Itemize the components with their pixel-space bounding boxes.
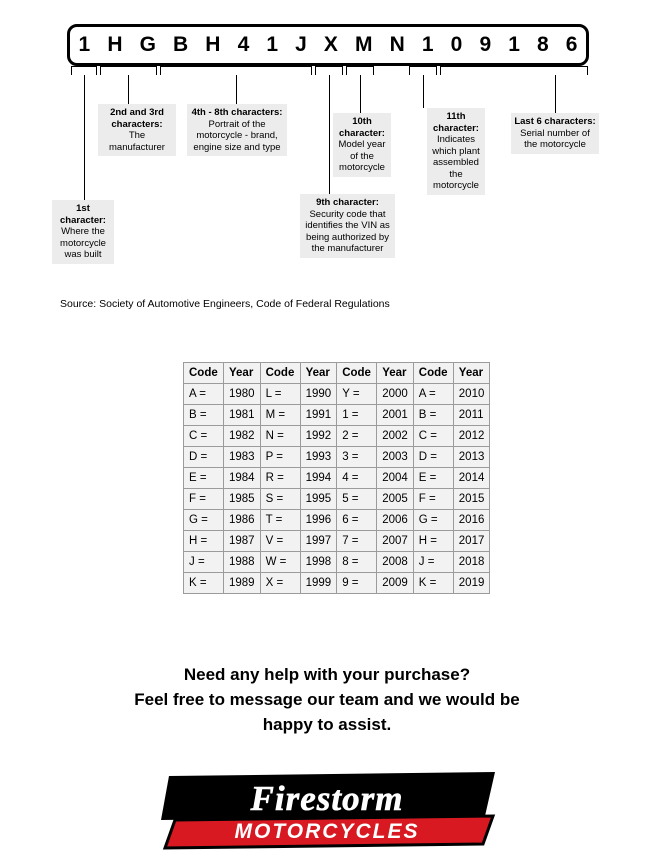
cell-code: X = <box>260 573 300 594</box>
vin-char: 6 <box>565 33 578 56</box>
leader-second-third-characters <box>128 75 129 105</box>
callout-second-third-characters <box>98 104 176 156</box>
cell-code: S = <box>260 489 300 510</box>
logo-brand-text: Firestorm <box>250 779 404 818</box>
cell-code: F = <box>184 489 224 510</box>
table-row <box>184 531 490 552</box>
vin-char: G <box>139 33 156 56</box>
year-code-table <box>183 362 490 594</box>
cell-year: 2012 <box>453 426 490 447</box>
cell-year: 2008 <box>377 552 414 573</box>
table-header-row <box>184 363 490 384</box>
callout-heading: 11th character: <box>433 111 479 134</box>
table-row <box>184 489 490 510</box>
vin-char: 1 <box>421 33 434 56</box>
cell-year: 2017 <box>453 531 490 552</box>
callout-heading: 4th - 8th characters: <box>191 107 283 118</box>
callout-text: Model year of the motorcycle <box>338 139 386 173</box>
cell-year: 2000 <box>377 384 414 405</box>
cell-year: 2001 <box>377 405 414 426</box>
leader-first-character <box>84 75 85 201</box>
vin-char: 1 <box>78 33 91 56</box>
cell-year: 2014 <box>453 468 490 489</box>
help-message <box>0 662 654 737</box>
cell-year: 2019 <box>453 573 490 594</box>
callout-text: Indicates which plant assembled the motorcycle <box>432 134 480 191</box>
cell-year: 1988 <box>224 552 261 573</box>
cell-code: N = <box>260 426 300 447</box>
callout-eleventh-character <box>427 108 485 195</box>
cell-code: 2 = <box>337 426 377 447</box>
bracket-last-six-characters <box>440 66 588 75</box>
cell-code: K = <box>413 573 453 594</box>
cell-code: E = <box>184 468 224 489</box>
column-header: Year <box>377 363 414 384</box>
callout-text: Serial number of the motorcycle <box>520 127 590 150</box>
cell-code: 9 = <box>337 573 377 594</box>
callout-tenth-character <box>333 113 391 177</box>
table-row <box>184 405 490 426</box>
cell-code: 8 = <box>337 552 377 573</box>
cell-year: 2009 <box>377 573 414 594</box>
cell-year: 2005 <box>377 489 414 510</box>
cell-code: C = <box>413 426 453 447</box>
cell-code: B = <box>184 405 224 426</box>
cell-code: H = <box>413 531 453 552</box>
cell-year: 1997 <box>300 531 337 552</box>
cell-year: 1990 <box>300 384 337 405</box>
firestorm-motorcycles-logo <box>155 770 500 850</box>
cell-code: J = <box>413 552 453 573</box>
cell-code: 5 = <box>337 489 377 510</box>
cell-year: 2015 <box>453 489 490 510</box>
vin-char: 8 <box>537 33 549 56</box>
cell-year: 2004 <box>377 468 414 489</box>
vin-char: M <box>355 33 373 56</box>
column-header: Code <box>260 363 300 384</box>
bracket-ninth-character <box>315 66 343 75</box>
cell-code: B = <box>413 405 453 426</box>
vin-char: J <box>295 33 307 56</box>
callout-heading: 10th character: <box>339 116 385 139</box>
cell-code: V = <box>260 531 300 552</box>
cell-code: A = <box>413 384 453 405</box>
cell-code: M = <box>260 405 300 426</box>
cell-year: 2007 <box>377 531 414 552</box>
vin-char: H <box>107 33 123 56</box>
cell-code: 3 = <box>337 447 377 468</box>
cell-year: 1985 <box>224 489 261 510</box>
bracket-eleventh-character <box>409 66 437 75</box>
cell-year: 1996 <box>300 510 337 531</box>
vin-char: 0 <box>450 33 463 56</box>
vin-char: 1 <box>508 33 520 56</box>
leader-ninth-character <box>329 75 330 194</box>
vin-char: 4 <box>237 33 250 56</box>
bracket-fourth-eighth-characters <box>160 66 312 75</box>
table-row <box>184 384 490 405</box>
callout-heading: 9th character: <box>316 197 379 208</box>
cell-year: 1991 <box>300 405 337 426</box>
column-header: Code <box>413 363 453 384</box>
cell-code: D = <box>413 447 453 468</box>
cell-year: 1987 <box>224 531 261 552</box>
cell-year: 2013 <box>453 447 490 468</box>
bracket-first-character <box>71 66 97 75</box>
cell-year: 1980 <box>224 384 261 405</box>
cell-code: E = <box>413 468 453 489</box>
cell-code: 7 = <box>337 531 377 552</box>
leader-tenth-character <box>360 75 361 113</box>
cell-code: Y = <box>337 384 377 405</box>
cell-code: 1 = <box>337 405 377 426</box>
cell-year: 1994 <box>300 468 337 489</box>
cell-year: 2018 <box>453 552 490 573</box>
cell-code: 4 = <box>337 468 377 489</box>
cell-code: 6 = <box>337 510 377 531</box>
cell-year: 2006 <box>377 510 414 531</box>
callout-heading: 1st character: <box>60 203 106 226</box>
cell-code: W = <box>260 552 300 573</box>
callout-fourth-eighth-characters <box>187 104 287 156</box>
help-line-3: happy to assist. <box>262 715 392 734</box>
vin-char: H <box>205 33 221 56</box>
column-header: Year <box>224 363 261 384</box>
cell-year: 2016 <box>453 510 490 531</box>
cell-code: D = <box>184 447 224 468</box>
vin-char: 1 <box>266 33 279 56</box>
table-row <box>184 510 490 531</box>
cell-code: K = <box>184 573 224 594</box>
vin-char: X <box>323 33 338 56</box>
cell-year: 1992 <box>300 426 337 447</box>
cell-year: 1983 <box>224 447 261 468</box>
callout-text: Where the motorcycle was built <box>60 226 106 260</box>
leader-fourth-eighth-characters <box>236 75 237 105</box>
callout-text: Portrait of the motorcycle - brand, engine size and type <box>193 118 281 153</box>
cell-code: G = <box>413 510 453 531</box>
cell-code: P = <box>260 447 300 468</box>
bracket-tenth-character <box>346 66 374 75</box>
cell-year: 1995 <box>300 489 337 510</box>
cell-year: 2011 <box>453 405 490 426</box>
help-line-1: Need any help with your purchase? <box>183 665 471 684</box>
bracket-second-third-characters <box>100 66 157 75</box>
table-row <box>184 552 490 573</box>
cell-code: F = <box>413 489 453 510</box>
cell-year: 1998 <box>300 552 337 573</box>
cell-year: 2010 <box>453 384 490 405</box>
column-header: Code <box>184 363 224 384</box>
cell-code: G = <box>184 510 224 531</box>
cell-code: C = <box>184 426 224 447</box>
leader-last-six-characters <box>555 75 556 113</box>
cell-code: A = <box>184 384 224 405</box>
cell-year: 1993 <box>300 447 337 468</box>
table-row <box>184 573 490 594</box>
cell-year: 2002 <box>377 426 414 447</box>
cell-year: 1981 <box>224 405 261 426</box>
callout-text: The manufacturer <box>109 130 165 153</box>
help-line-2: Feel free to message our team and we would be <box>134 690 520 709</box>
cell-code: J = <box>184 552 224 573</box>
cell-year: 1999 <box>300 573 337 594</box>
vin-char: B <box>173 33 189 56</box>
vin-diagram <box>0 0 654 310</box>
source-note: Source: Society of Automotive Engineers, Code of Federal Regulations <box>60 298 390 310</box>
vin-char: 9 <box>479 33 492 56</box>
cell-code: H = <box>184 531 224 552</box>
vin-number-box <box>67 24 589 66</box>
callout-heading: Last 6 characters: <box>514 116 596 127</box>
callout-first-character <box>52 200 114 264</box>
callout-ninth-character <box>300 194 395 258</box>
column-header: Code <box>337 363 377 384</box>
cell-code: R = <box>260 468 300 489</box>
cell-year: 1984 <box>224 468 261 489</box>
cell-year: 2003 <box>377 447 414 468</box>
cell-year: 1982 <box>224 426 261 447</box>
callout-last-six-characters <box>511 113 599 154</box>
cell-year: 1989 <box>224 573 261 594</box>
leader-eleventh-character <box>423 75 424 108</box>
callout-text: Security code that identifies the VIN as being authorized by the manufacturer <box>305 208 390 254</box>
vin-char: N <box>389 33 405 56</box>
callout-heading: 2nd and 3rd characters: <box>110 107 164 130</box>
table-row <box>184 426 490 447</box>
table-row <box>184 468 490 489</box>
cell-code: T = <box>260 510 300 531</box>
cell-code: L = <box>260 384 300 405</box>
column-header: Year <box>453 363 490 384</box>
column-header: Year <box>300 363 337 384</box>
table-row <box>184 447 490 468</box>
logo-sub-text: MOTORCYCLES <box>234 820 420 843</box>
cell-year: 1986 <box>224 510 261 531</box>
